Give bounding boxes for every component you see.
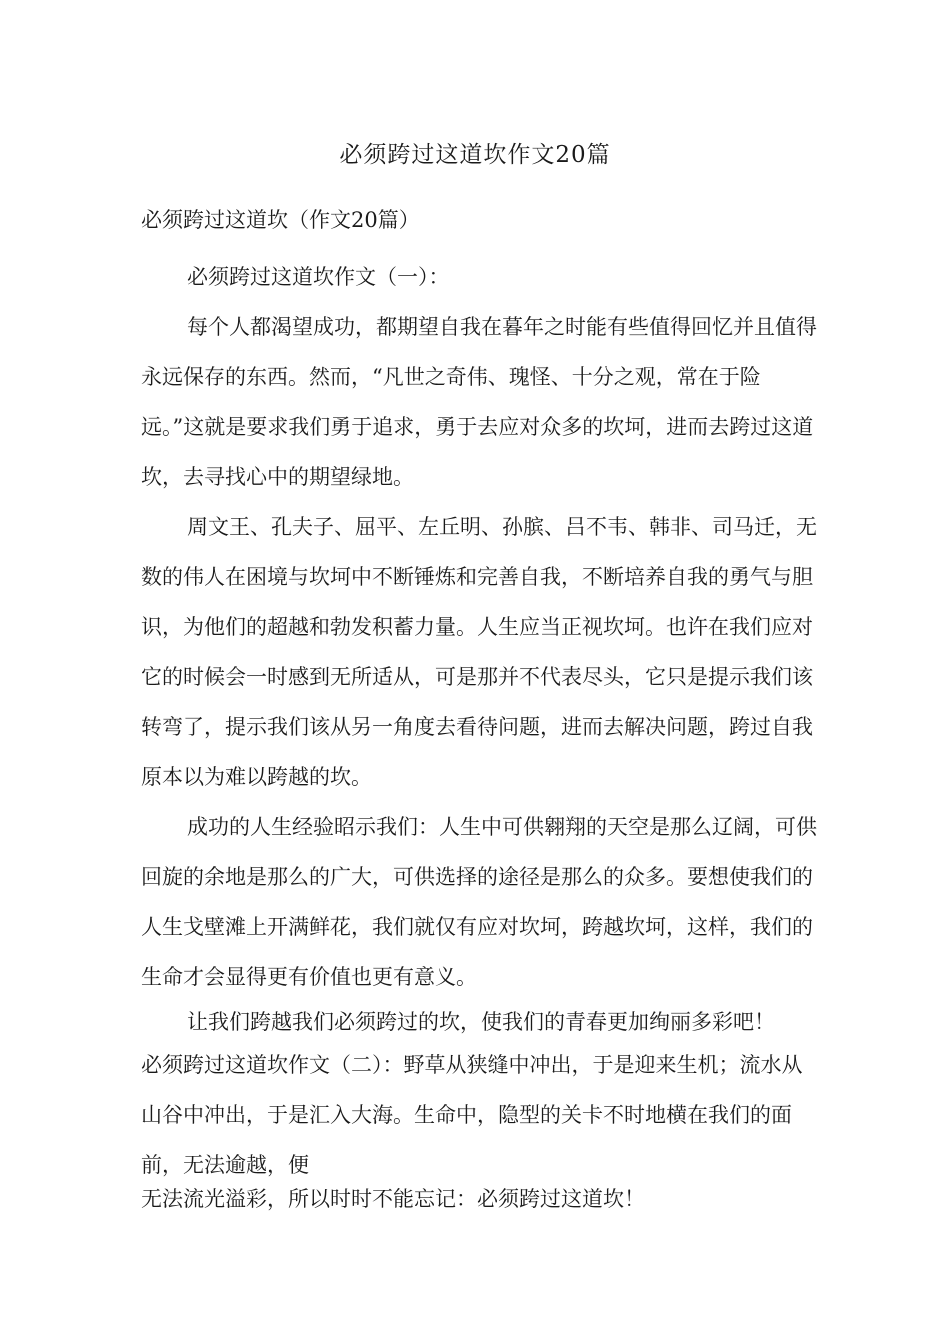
body-last-line: 无法流光溢彩，所以时时不能忘记：必须跨过这道坎！ [141, 1187, 645, 1211]
section-heading: 必须跨过这道坎作文（一）： [187, 265, 450, 289]
body-paragraph: 周文王、孔夫子、屈平、左丘明、孙膑、吕不韦、韩非、司马迁，无数的伟人在困境与坎坷中不断锤炼和完善自我，不断培养自我的勇气与胆识，为他们的超越和勃发积蓄力量。人生应当正视坎坷。也许在我们应对它的时候会一时感到无所适从，可是那并不代表尽头，它只是提示我们该转弯了，提示我们该从另一角度去看待问题，进而去解决问题，跨过自我原本以为难以跨越的坎。 [141, 515, 817, 789]
document-subtitle: 必须跨过这道坎（作文20篇） [141, 208, 420, 232]
body-paragraph: 每个人都渴望成功，都期望自我在暮年之时能有些值得回忆并且值得永远保存的东西。然而，“凡世之奇伟、瑰怪、十分之观，常在于险远。”这就是要求我们勇于追求，勇于去应对众多的坎坷，进而去跨过这道坎，去寻找心中的期望绿地。 [141, 315, 817, 489]
document-title: 必须跨过这道坎作文20篇 [339, 142, 611, 168]
body-paragraph: 让我们跨越我们必须跨过的坎，使我们的青春更加绚丽多彩吧！ [187, 1010, 775, 1034]
body-paragraph: 成功的人生经验昭示我们：人生中可供翱翔的天空是那么辽阔，可供回旋的余地是那么的广大，可供选择的途径是那么的众多。要想使我们的人生戈壁滩上开满鲜花，我们就仅有应对坎坷，跨越坎坷，这样，我们的生命才会显得更有价值也更有意义。 [141, 815, 817, 989]
document-body [141, 252, 822, 1190]
body-paragraph: 必须跨过这道坎作文（二）：野草从狭缝中冲出，于是迎来生机；流水从山谷中冲出，于是汇入大海。生命中，隐型的关卡不时地横在我们的面前，无法逾越，便 [141, 1053, 803, 1177]
